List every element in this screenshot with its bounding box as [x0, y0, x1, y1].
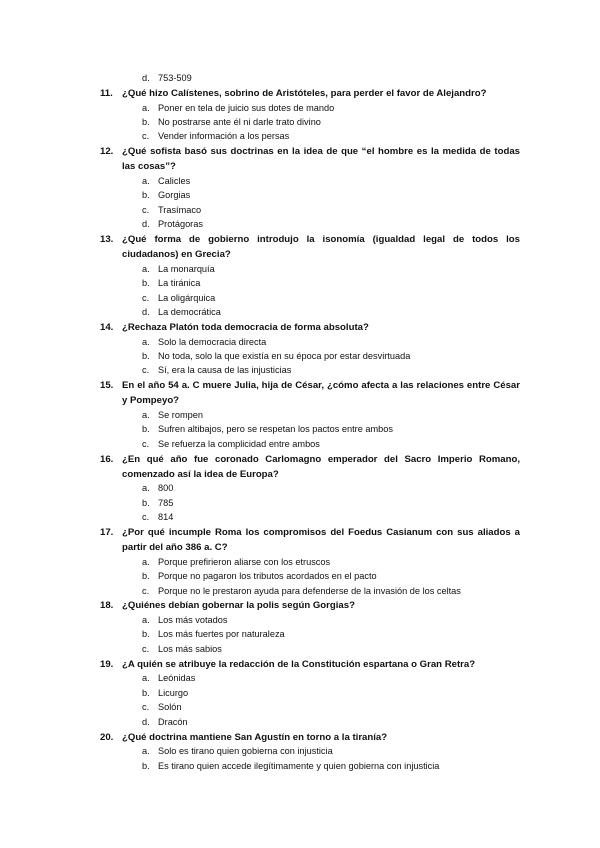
question-number: 18.	[100, 600, 114, 611]
option-12-d	[142, 217, 203, 231]
question-text: ¿A quién se atribuye la redacción de la Constitución espartana o Gran Retra?	[122, 659, 476, 670]
option-15-c	[142, 437, 320, 451]
option-text: No toda, solo la que existía en su época por estar desvirtuada	[158, 351, 411, 361]
option-letter: a.	[142, 410, 150, 420]
option-18-c	[142, 642, 222, 656]
option-11-b	[142, 115, 321, 129]
option-text: 800	[158, 483, 174, 493]
option-14-a	[142, 335, 266, 349]
option-letter: a.	[142, 615, 150, 625]
option-letter: d.	[142, 307, 150, 317]
option-12-b	[142, 188, 190, 202]
option-letter: b.	[142, 190, 150, 200]
question-number: 17.	[100, 527, 114, 538]
question-18	[100, 598, 520, 613]
option-text: La monarquía	[158, 264, 215, 274]
option-text: Vender información a los persas	[158, 131, 290, 141]
option-letter: b.	[142, 351, 150, 361]
option-text: 814	[158, 512, 174, 522]
question-number: 14.	[100, 322, 114, 333]
option-20-a	[142, 744, 333, 758]
option-14-c	[142, 363, 291, 377]
question-14	[100, 320, 520, 335]
question-text: En el año 54 a. C muere Julia, hija de César, ¿cómo afecta a las relaciones entre César y Pompeyo?	[122, 380, 520, 406]
option-letter: c.	[142, 205, 150, 215]
option-15-a	[142, 408, 203, 422]
option-text: Los más votados	[158, 615, 228, 625]
option-letter: c.	[142, 586, 150, 596]
question-number: 11.	[100, 88, 113, 99]
question-text: ¿Qué hizo Calístenes, sobrino de Aristóteles, para perder el favor de Alejandro?	[122, 88, 487, 99]
option-text: La oligárquica	[158, 293, 216, 303]
option-letter: b.	[142, 571, 150, 581]
option-letter: b.	[142, 278, 150, 288]
option-letter: c.	[142, 512, 150, 522]
option-18-a	[142, 613, 227, 627]
question-number: 13.	[100, 234, 114, 245]
option-13-d	[142, 305, 221, 319]
option-letter: a.	[142, 337, 150, 347]
question-text: ¿En qué año fue coronado Carlomagno emperador del Sacro Imperio Romano, comenzado así la idea de Europa?	[122, 454, 520, 480]
option-text: Gorgias	[158, 190, 191, 200]
option-17-c	[142, 584, 461, 598]
question-text: ¿Por qué incumple Roma los compromisos del Foedus Casianum con sus aliados a partir del año 386 a. C?	[122, 527, 520, 553]
option-text: La democrática	[158, 307, 221, 317]
option-15-b	[142, 422, 393, 436]
option-text: No postrarse ante él ni darle trato divino	[158, 117, 321, 127]
option-letter: b.	[142, 498, 150, 508]
option-10-d	[142, 71, 192, 85]
option-text: Solo la democracia directa	[158, 337, 267, 347]
option-letter: a.	[142, 557, 150, 567]
question-text: ¿Qué forma de gobierno introdujo la isonomía (igualdad legal de todos los ciudadanos) en Grecia?	[122, 234, 520, 260]
option-13-b	[142, 276, 200, 290]
option-letter: c.	[142, 439, 150, 449]
option-12-a	[142, 174, 190, 188]
option-18-b	[142, 627, 285, 641]
option-20-b	[142, 759, 439, 773]
question-12	[100, 144, 520, 174]
option-letter: a.	[142, 746, 150, 756]
option-17-b	[142, 569, 377, 583]
question-text: ¿Qué sofista basó sus doctrinas en la idea de que “el hombre es la medida de todas las cosas”?	[122, 146, 520, 172]
option-text: La tiránica	[158, 278, 201, 288]
option-text: Es tirano quien accede ilegítimamente y quien gobierna con injusticia	[158, 761, 440, 771]
option-text: Leónidas	[158, 673, 196, 683]
option-letter: c.	[142, 365, 150, 375]
option-letter: b.	[142, 761, 150, 771]
option-letter: d.	[142, 219, 150, 229]
option-letter: a.	[142, 483, 150, 493]
option-text: Los más fuertes por naturaleza	[158, 629, 285, 639]
option-16-b	[142, 496, 173, 510]
option-text: Protágoras	[158, 219, 203, 229]
option-19-a	[142, 671, 195, 685]
option-text: Poner en tela de juicio sus dotes de mando	[158, 103, 335, 113]
option-14-b	[142, 349, 410, 363]
option-text: Se refuerza la complicidad entre ambos	[158, 439, 320, 449]
question-15	[100, 378, 520, 408]
option-19-b	[142, 686, 188, 700]
option-letter: a.	[142, 264, 150, 274]
option-text: Sí, era la causa de las injusticias	[158, 365, 292, 375]
option-letter: c.	[142, 644, 150, 654]
option-text: Los más sabios	[158, 644, 222, 654]
option-text: Solo es tirano quien gobierna con injusticia	[158, 746, 333, 756]
option-letter: d.	[142, 717, 150, 727]
option-16-c	[142, 510, 173, 524]
question-number: 15.	[100, 380, 114, 391]
option-text: Solón	[158, 702, 182, 712]
option-text: 753-509	[158, 73, 192, 83]
option-13-c	[142, 291, 215, 305]
option-letter: a.	[142, 176, 150, 186]
option-letter: c.	[142, 293, 150, 303]
option-letter: c.	[142, 702, 150, 712]
option-13-a	[142, 262, 215, 276]
option-letter: b.	[142, 629, 150, 639]
option-letter: d.	[142, 73, 150, 83]
question-17	[100, 525, 520, 555]
question-16	[100, 452, 520, 482]
option-19-d	[142, 715, 188, 729]
option-text: Porque no pagaron los tributos acordados en el pacto	[158, 571, 377, 581]
option-letter: c.	[142, 131, 150, 141]
question-text: ¿Rechaza Platón toda democracia de forma absoluta?	[122, 322, 369, 333]
option-12-c	[142, 203, 201, 217]
option-letter: a.	[142, 103, 150, 113]
question-text: ¿Quiénes debían gobernar la polis según Gorgias?	[122, 600, 355, 611]
option-text: Calicles	[158, 176, 191, 186]
option-17-a	[142, 555, 330, 569]
option-letter: b.	[142, 117, 150, 127]
option-text: Trasímaco	[158, 205, 202, 215]
option-11-c	[142, 129, 289, 143]
option-letter: a.	[142, 673, 150, 683]
question-19	[100, 657, 520, 672]
option-text: Porque no le prestaron ayuda para defenderse de la invasión de los celtas	[158, 586, 461, 596]
option-text: Porque prefirieron aliarse con los etruscos	[158, 557, 331, 567]
question-11	[100, 86, 520, 101]
question-number: 16.	[100, 454, 114, 465]
option-text: Licurgo	[158, 688, 189, 698]
question-number: 20.	[100, 732, 114, 743]
question-20	[100, 730, 520, 745]
option-19-c	[142, 700, 182, 714]
option-letter: b.	[142, 424, 150, 434]
option-16-a	[142, 481, 173, 495]
option-text: 785	[158, 498, 174, 508]
option-letter: b.	[142, 688, 150, 698]
option-text: Dracón	[158, 717, 188, 727]
option-text: Sufren altibajos, pero se respetan los pactos entre ambos	[158, 424, 393, 434]
question-number: 19.	[100, 659, 114, 670]
question-13	[100, 232, 520, 262]
option-text: Se rompen	[158, 410, 203, 420]
option-11-a	[142, 101, 334, 115]
question-text: ¿Qué doctrina mantiene San Agustín en torno a la tiranía?	[122, 732, 388, 743]
question-number: 12.	[100, 146, 114, 157]
